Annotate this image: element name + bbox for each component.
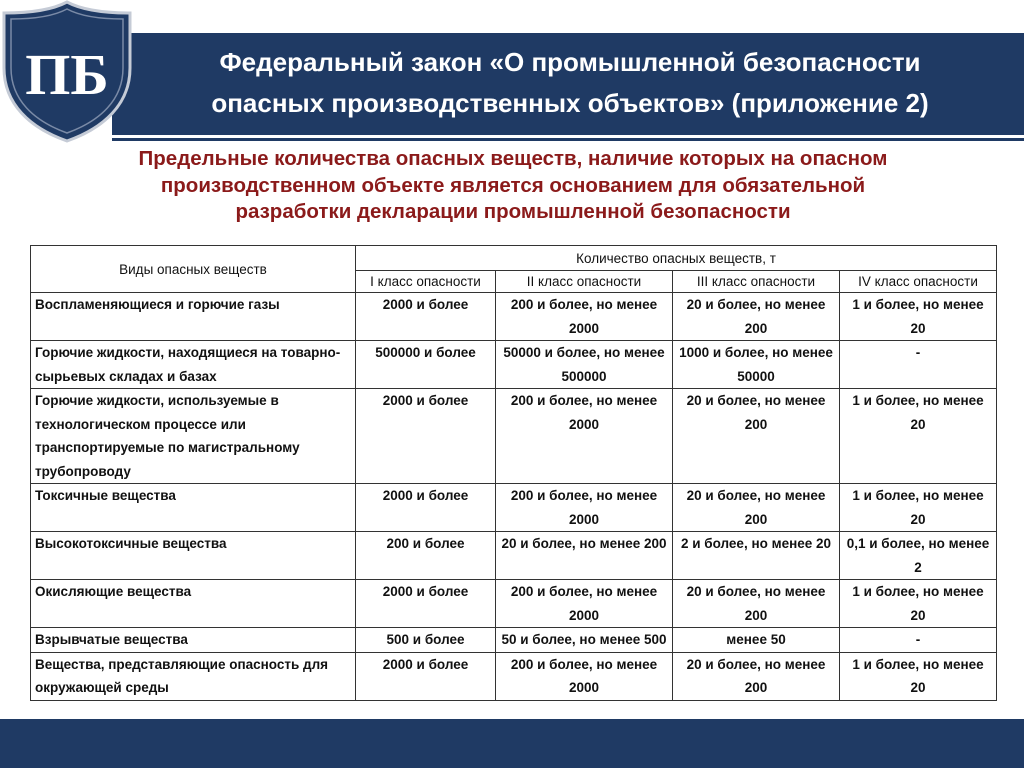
class-2-value: 200 и более, но менее 2000 <box>496 484 673 532</box>
class-2-value: 200 и более, но менее 2000 <box>496 580 673 628</box>
substance-name: Взрывчатые вещества <box>31 628 356 653</box>
shield-logo-icon <box>0 0 134 143</box>
footer-band <box>0 719 1024 768</box>
substance-name: Высокотоксичные вещества <box>31 532 356 580</box>
class-2-value: 50 и более, но менее 500 <box>496 628 673 653</box>
header-rule <box>112 138 1024 141</box>
class-1-value: 2000 и более <box>356 652 496 700</box>
slide-header <box>0 0 1024 143</box>
hazard-quantity-table <box>30 245 997 701</box>
substance-name: Горючие жидкости, используемые в технологическом процессе или транспортируемые по магистральному трубопроводу <box>31 389 356 484</box>
class-4-value: 1 и более, но менее 20 <box>840 580 997 628</box>
class-4-value: 1 и более, но менее 20 <box>840 652 997 700</box>
table-row <box>31 484 997 532</box>
table-row <box>31 389 997 484</box>
header-class-2: II класс опасности <box>496 271 673 293</box>
header-class-1: I класс опасности <box>356 271 496 293</box>
substance-name: Горючие жидкости, находящиеся на товарно-сырьевых складах и базах <box>31 341 356 389</box>
class-1-value: 2000 и более <box>356 389 496 484</box>
class-3-value: 20 и более, но менее 200 <box>673 484 840 532</box>
header-substance-type: Виды опасных веществ <box>31 246 356 293</box>
class-1-value: 500000 и более <box>356 341 496 389</box>
class-2-value: 200 и более, но менее 2000 <box>496 652 673 700</box>
class-1-value: 2000 и более <box>356 484 496 532</box>
class-4-value: 1 и более, но менее 20 <box>840 293 997 341</box>
header-class-4: IV класс опасности <box>840 271 997 293</box>
header-quantity: Количество опасных веществ, т <box>356 246 997 271</box>
substance-name: Воспламеняющиеся и горючие газы <box>31 293 356 341</box>
subtitle-line-3: разработки декларации промышленной безопасности <box>235 200 791 223</box>
substance-name: Вещества, представляющие опасность для окружающей среды <box>31 652 356 700</box>
class-2-value: 200 и более, но менее 2000 <box>496 389 673 484</box>
class-4-value: - <box>840 341 997 389</box>
class-1-value: 200 и более <box>356 532 496 580</box>
table-row <box>31 580 997 628</box>
slide-subtitle <box>30 146 996 226</box>
class-1-value: 2000 и более <box>356 293 496 341</box>
title-line-2: опасных производственных объектов» (приложение 2) <box>211 88 929 118</box>
class-2-value: 50000 и более, но менее 500000 <box>496 341 673 389</box>
page-title <box>140 42 1000 124</box>
class-2-value: 200 и более, но менее 2000 <box>496 293 673 341</box>
substance-name: Токсичные вещества <box>31 484 356 532</box>
table-row <box>31 293 997 341</box>
class-3-value: 1000 и более, но менее 50000 <box>673 341 840 389</box>
subtitle-line-1: Предельные количества опасных веществ, наличие которых на опасном <box>138 147 888 170</box>
table-row <box>31 532 997 580</box>
class-4-value: 1 и более, но менее 20 <box>840 484 997 532</box>
logo-text: ПБ <box>25 42 109 107</box>
class-3-value: 20 и более, но менее 200 <box>673 293 840 341</box>
class-4-value: 0,1 и более, но менее 2 <box>840 532 997 580</box>
class-3-value: 20 и более, но менее 200 <box>673 389 840 484</box>
class-1-value: 500 и более <box>356 628 496 653</box>
title-line-1: Федеральный закон «О промышленной безопасности <box>219 47 921 77</box>
substance-name: Окисляющие вещества <box>31 580 356 628</box>
class-3-value: 20 и более, но менее 200 <box>673 580 840 628</box>
class-3-value: 2 и более, но менее 20 <box>673 532 840 580</box>
class-3-value: менее 50 <box>673 628 840 653</box>
class-3-value: 20 и более, но менее 200 <box>673 652 840 700</box>
class-2-value: 20 и более, но менее 200 <box>496 532 673 580</box>
table-row <box>31 652 997 700</box>
table-row <box>31 628 997 653</box>
class-4-value: - <box>840 628 997 653</box>
class-4-value: 1 и более, но менее 20 <box>840 389 997 484</box>
header-class-3: III класс опасности <box>673 271 840 293</box>
subtitle-line-2: производственном объекте является основанием для обязательной <box>160 173 866 197</box>
table-row <box>31 341 997 389</box>
class-1-value: 2000 и более <box>356 580 496 628</box>
